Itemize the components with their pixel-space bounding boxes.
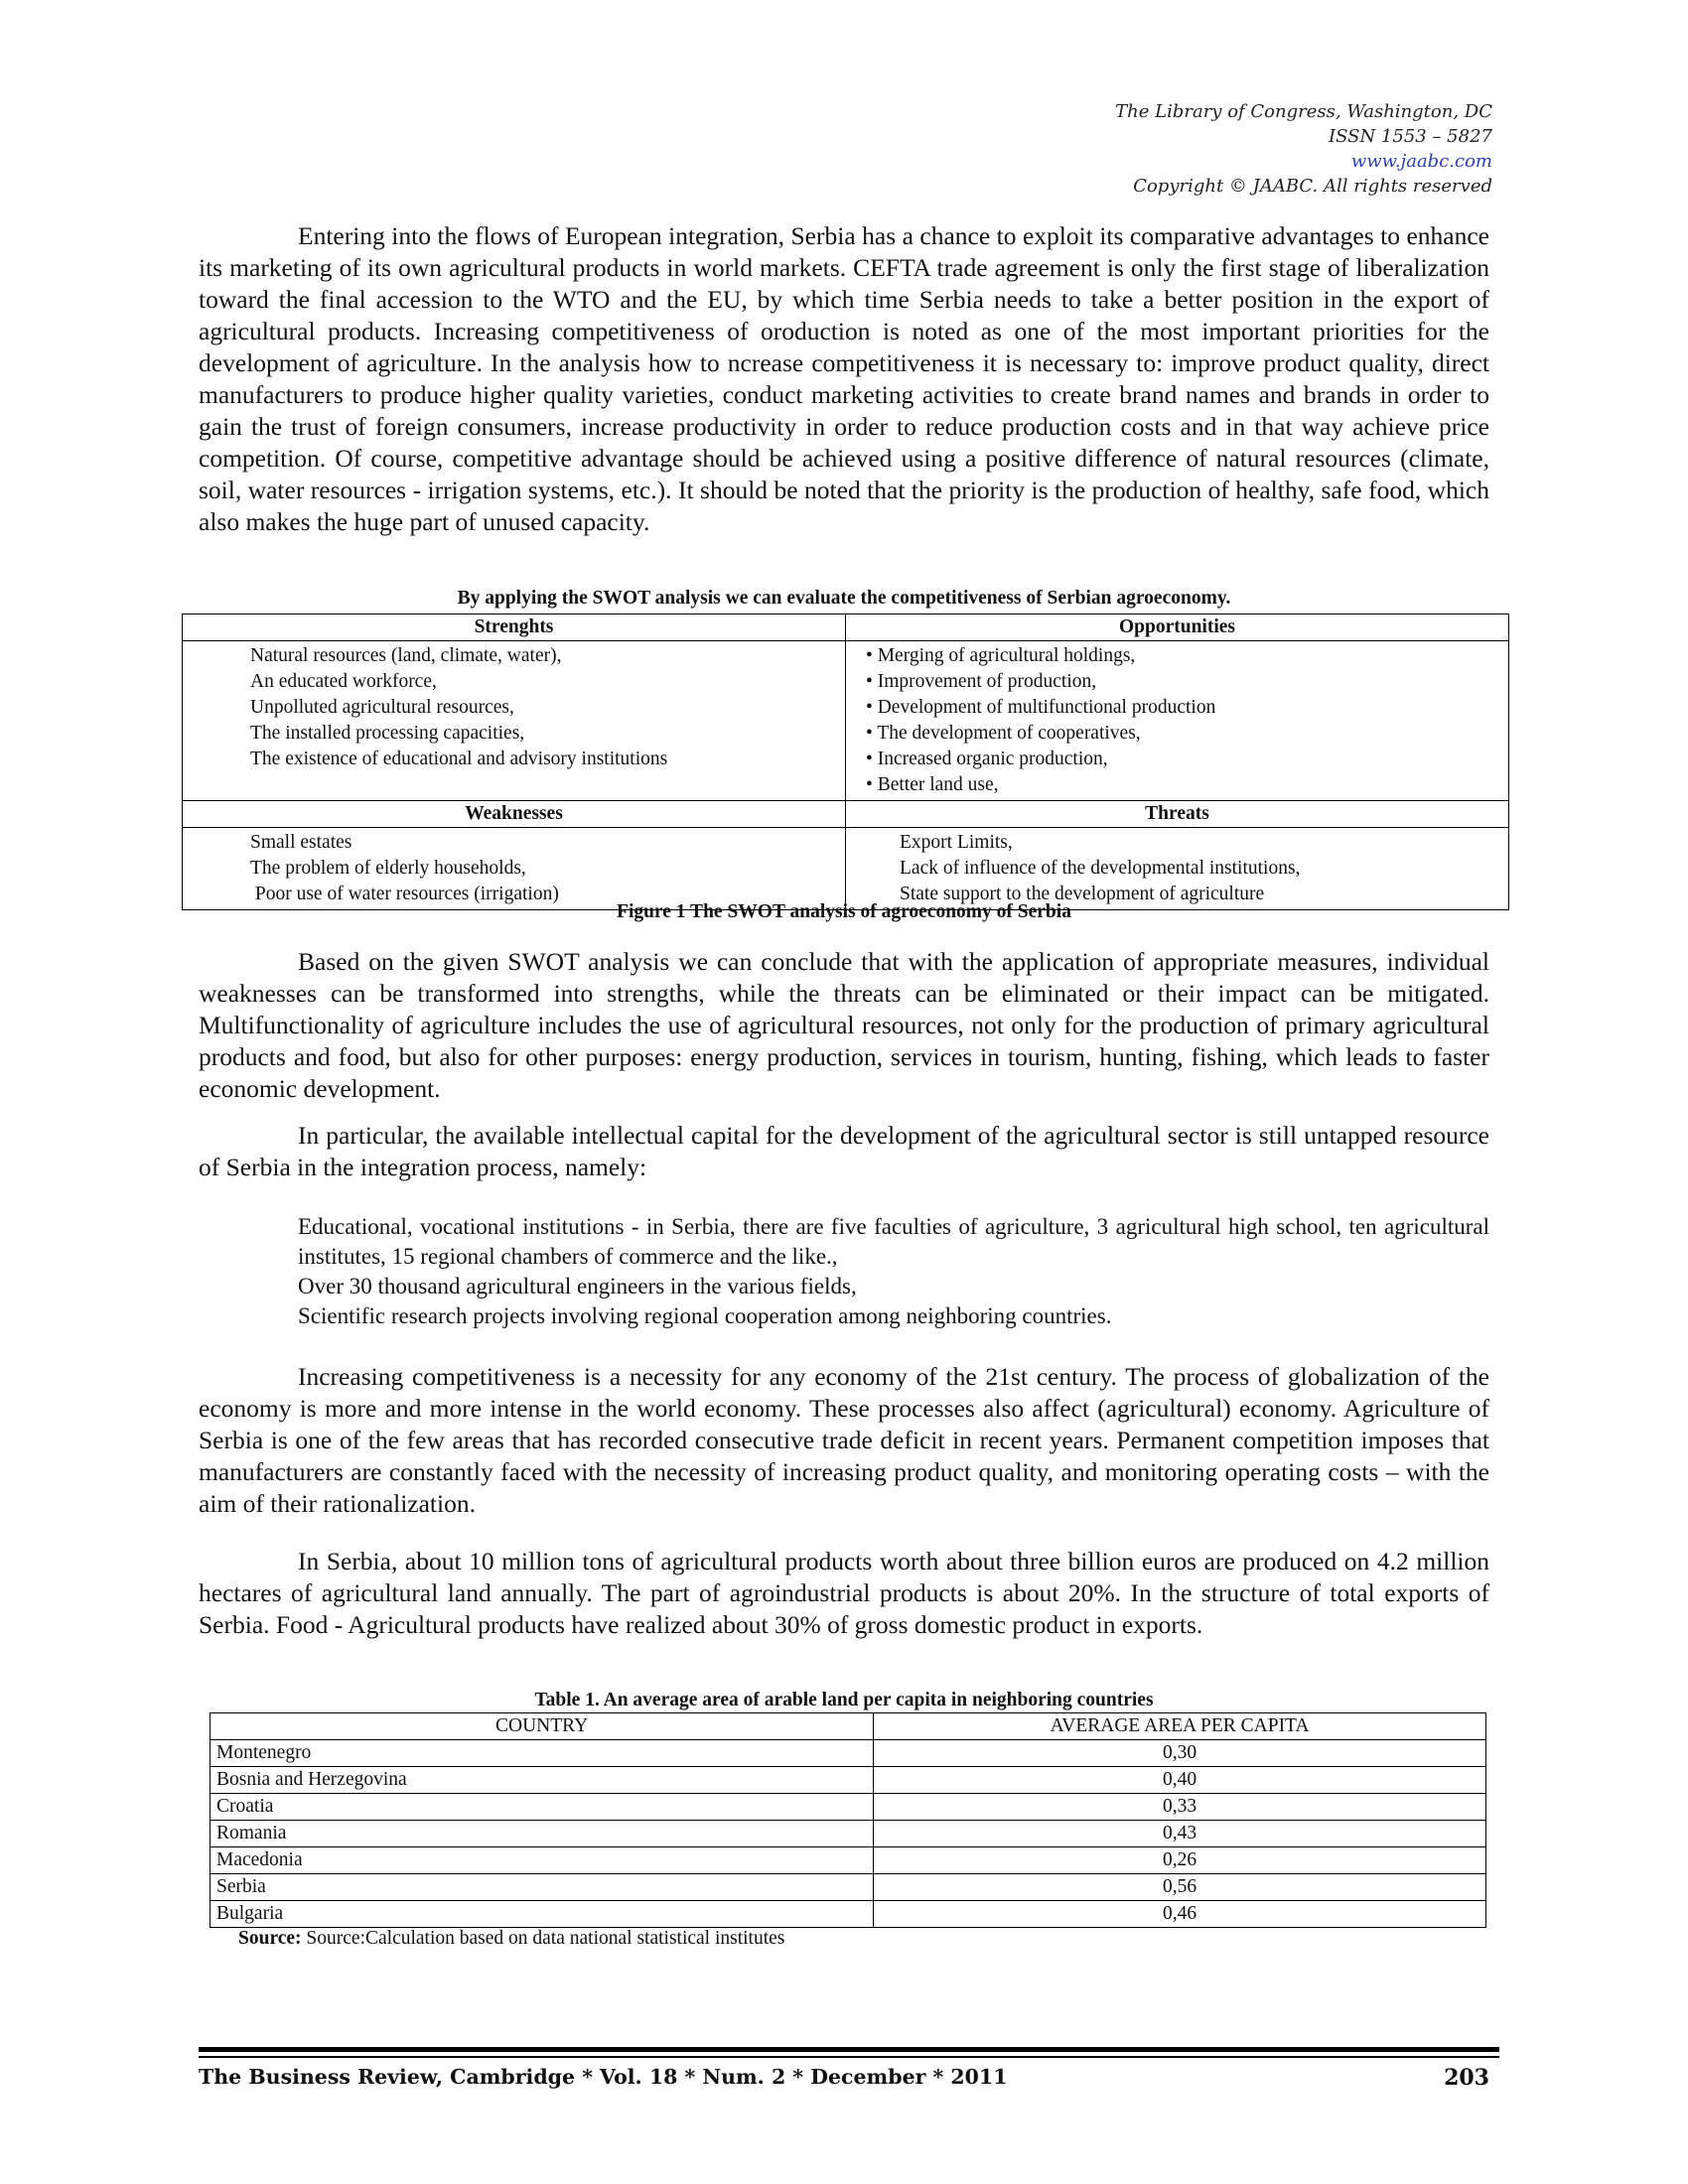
country-cell: Romania <box>211 1821 874 1847</box>
header-library: The Library of Congress, Washington, DC <box>1115 101 1492 122</box>
strength-item: The installed processing capacities, <box>250 723 525 744</box>
paragraph-2 <box>199 946 1489 1105</box>
strengths-cell <box>183 641 846 801</box>
paragraph-text: Based on the given SWOT analysis we can conclude that with the application of appropriate measures, individual weaknesses can be transformed into strengths, while the threats can be eliminated or their impact can be mitigated. Multifunctionality of agriculture includes the use of agricultural resources, not only for the production of primary agricultural products and food, but also for other purposes: energy production, services in tourism, hunting, fishing, which leads to faster economic development. <box>199 947 1489 1103</box>
value-cell: 0,26 <box>874 1847 1486 1874</box>
country-cell: Bosnia and Herzegovina <box>211 1767 874 1794</box>
paragraph-text: Increasing competitiveness is a necessity for any economy of the 21st century. The process of globalization of the economy is more and more intense in the world economy. These processes also affect (agricultural) economy. Agriculture of Serbia is one of the few areas that has recorded consecutive trade deficit in recent years. Permanent competition imposes that manufacturers are constantly faced with the necessity of increasing product quality, and monitoring operating costs – with the aim of their rationalization. <box>199 1362 1489 1518</box>
footer-rule-thin <box>199 2056 1499 2058</box>
paragraph-text: In particular, the available intellectual capital for the development of the agricultural sector is still untapped resource of Serbia in the integration process, namely: <box>199 1121 1489 1181</box>
threats-cell <box>846 828 1509 910</box>
table-source <box>238 1928 784 1950</box>
table-row <box>211 1874 1486 1901</box>
paragraph-1 <box>199 220 1489 538</box>
table-title: Table 1. An average area of arable land per capita in neighboring countries <box>534 1690 1154 1710</box>
strengths-header: Strenghts <box>183 614 846 641</box>
swot-table <box>182 614 1509 910</box>
footer-rule-thick <box>199 2047 1499 2052</box>
table-row <box>211 1821 1486 1847</box>
weaknesses-header: Weaknesses <box>183 801 846 828</box>
country-cell: Croatia <box>211 1794 874 1821</box>
paragraph-text: Entering into the flows of European integration, Serbia has a chance to exploit its comparative advantages to enhance its marketing of its own agricultural products in world markets. CEFTA trade agreement is only the first stage of liberalization toward the final accession to the WTO and the EU, by which time Serbia needs to take a better position in the export of agricultural products. Increasing competitiveness of oroduction is noted as one of the most important priorities for the development of agriculture. In the analysis how to ncrease competitiveness it is necessary to: improve product quality, direct manufacturers to produce higher quality varieties, conduct marketing activities to create brand names and brands in order to gain the trust of foreign consumers, increase productivity in order to reduce production costs and in that way achieve price competition. Of course, competitive advantage should be achieved using a positive difference of natural resources (climate, soil, water resources - irrigation systems, etc.). It should be noted that the priority is the production of healthy, safe food, which also makes the huge part of unused capacity. <box>199 221 1489 536</box>
weakness-item: Poor use of water resources (irrigation) <box>250 884 559 904</box>
list-item: Scientific research projects involving regional cooperation among neighboring countries. <box>298 1303 1112 1328</box>
journal-header <box>1115 99 1492 199</box>
table-row <box>211 1767 1486 1794</box>
country-cell: Bulgaria <box>211 1901 874 1928</box>
strength-item: Unpolluted agricultural resources, <box>250 697 514 718</box>
value-cell: 0,56 <box>874 1874 1486 1901</box>
footer-journal: The Business Review, Cambridge * Vol. 18 * Num. 2 * December * 2011 <box>199 2065 1008 2089</box>
threat-item: Lack of influence of the developmental institutions, <box>900 858 1301 879</box>
value-cell: 0,33 <box>874 1794 1486 1821</box>
list-item: Educational, vocational institutions - in Serbia, there are five faculties of agriculture, 3 agricultural high school, ten agricultural institutes, 15 regional chambers of commerce and the like., <box>298 1214 1489 1269</box>
header-copyright: Copyright © JAABC. All rights reserved <box>1133 176 1492 197</box>
threats-header: Threats <box>846 801 1509 828</box>
opportunities-cell <box>846 641 1509 801</box>
strength-item: Natural resources (land, climate, water), <box>250 645 562 666</box>
paragraph-text: In Serbia, about 10 million tons of agricultural products worth about three billion euros are produced on 4.2 million hectares of agricultural land annually. The part of agroindustrial products is about 20%. In the structure of total exports of Serbia. Food - Agricultural products have realized about 30% of gross domestic product in exports. <box>199 1547 1489 1639</box>
table-row <box>211 1740 1486 1767</box>
weakness-item: The problem of elderly households, <box>250 858 526 879</box>
value-cell: 0,40 <box>874 1767 1486 1794</box>
opportunity-item: • Merging of agricultural holdings, <box>866 645 1136 666</box>
threat-item: State support to the development of agriculture <box>900 884 1265 904</box>
arable-land-table <box>210 1712 1486 1928</box>
value-cell: 0,30 <box>874 1740 1486 1767</box>
country-cell: Macedonia <box>211 1847 874 1874</box>
value-cell: 0,46 <box>874 1901 1486 1928</box>
column-header-country: COUNTRY <box>211 1713 874 1740</box>
weaknesses-cell <box>183 828 846 910</box>
value-cell: 0,43 <box>874 1821 1486 1847</box>
column-header-area: AVERAGE AREA PER CAPITA <box>874 1713 1486 1740</box>
table-row <box>211 1847 1486 1874</box>
country-cell: Montenegro <box>211 1740 874 1767</box>
header-issn: ISSN 1553 – 5827 <box>1329 126 1492 147</box>
source-label: Source: <box>238 1928 302 1949</box>
source-text: Source:Calculation based on data national statistical institutes <box>301 1928 785 1949</box>
opportunity-item: • The development of cooperatives, <box>866 723 1141 744</box>
strength-item: The existence of educational and advisory institutions <box>250 749 668 769</box>
opportunity-item: • Improvement of production, <box>866 671 1097 692</box>
strength-item: An educated workforce, <box>250 671 437 692</box>
opportunity-item: • Better land use, <box>866 774 999 795</box>
weakness-item: Small estates <box>250 832 352 853</box>
page-footer <box>199 2065 1489 2089</box>
opportunity-item: • Development of multifunctional production <box>866 697 1216 718</box>
paragraph-3 <box>199 1120 1489 1183</box>
paragraph-5 <box>199 1546 1489 1641</box>
table-row <box>211 1794 1486 1821</box>
header-website-link[interactable]: www.jaabc.com <box>1350 151 1492 172</box>
figure-caption: Figure 1 The SWOT analysis of agroeconomy of Serbia <box>617 901 1071 922</box>
table-row <box>211 1901 1486 1928</box>
opportunities-header: Opportunities <box>846 614 1509 641</box>
list-item: Over 30 thousand agricultural engineers in the various fields, <box>298 1274 857 1298</box>
page-number: 203 <box>1444 2065 1489 2091</box>
country-cell: Serbia <box>211 1874 874 1901</box>
opportunity-item: • Increased organic production, <box>866 749 1108 769</box>
swot-title: By applying the SWOT analysis we can evaluate the competitiveness of Serbian agroeconomy. <box>457 588 1231 609</box>
threat-item: Export Limits, <box>900 832 1013 853</box>
capital-list <box>298 1212 1489 1331</box>
paragraph-4 <box>199 1361 1489 1520</box>
